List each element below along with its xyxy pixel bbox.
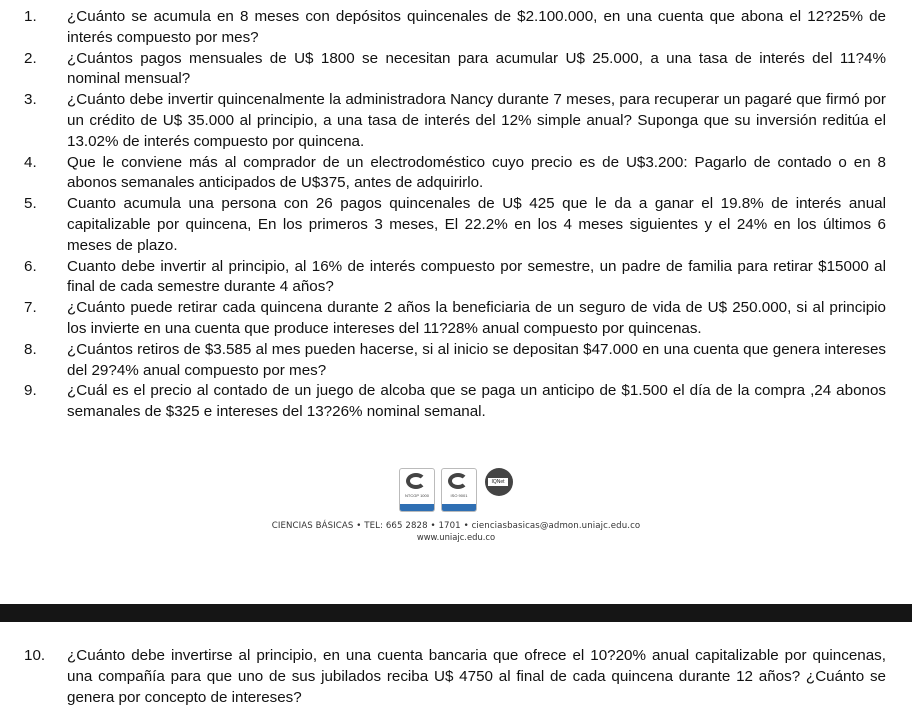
problem-item <box>0 7 912 49</box>
page-divider <box>0 604 912 622</box>
problem-list <box>0 7 912 423</box>
problem-number: 9. <box>24 382 37 400</box>
problem-item <box>0 381 912 423</box>
problem-text: ¿Cuánto se acumula en 8 meses con depósitos quincenales de $2.100.000, en una cuenta que abona el 12?25% de interés compuesto por mes? <box>67 8 886 46</box>
problem-item <box>0 646 912 708</box>
iqnet-logo-icon <box>485 468 513 496</box>
certification-seal-icon <box>399 468 435 512</box>
problem-number: 8. <box>24 340 37 358</box>
problem-item <box>0 340 912 382</box>
problem-text: Que le conviene más al comprador de un electrodoméstico cuyo precio es de U$3.200: Pagarlo de contado o en 8 abonos semanales anticipados de U$375, antes de adquirirlo. <box>67 153 886 192</box>
problem-number: 10. <box>24 647 46 664</box>
footer-website: www.uniajc.edu.co <box>416 532 496 542</box>
problem-item <box>0 257 912 299</box>
problem-list-page-2 <box>0 646 912 708</box>
problem-text: ¿Cuántos pagos mensuales de U$ 1800 se necesitan para acumular U$ 25.000, a una tasa de interés del 11?4% nominal mensual? <box>67 49 886 88</box>
problem-number: 2. <box>24 49 37 67</box>
page-footer <box>0 468 912 542</box>
problem-number: 3. <box>24 91 37 109</box>
problem-text: Cuanto acumula una persona con 26 pagos quincenales de U$ 425 que le da a ganar el 19.8% de interés anual capitalizable por quincena, En los primeros 3 meses, El 22.2% en los 4 meses siguientes y el 24% en los últimos 6 meses de plazo. <box>67 195 886 254</box>
iqnet-label: IQNet <box>488 478 508 486</box>
problem-item <box>0 90 912 152</box>
problem-number: 1. <box>24 8 37 25</box>
seal-caption: NTCGP 1000 <box>405 493 429 498</box>
problem-item <box>0 298 912 340</box>
seal-caption: ISO 9001 <box>450 493 468 498</box>
problem-number: 5. <box>24 195 37 213</box>
problem-item <box>0 194 912 256</box>
problem-text: ¿Cuánto puede retirar cada quincena durante 2 años la beneficiaria de un seguro de vida de U$ 250.000, si al principio los invierte en una cuenta que produce intereses del 11?28% anual compuesto por quincenas. <box>67 299 886 337</box>
problem-number: 4. <box>24 153 37 171</box>
certification-logos <box>0 468 912 512</box>
problem-text: Cuanto debe invertir al principio, al 16% de interés compuesto por semestre, un padre de familia para retirar $15000 al final de cada semestre durante 4 años? <box>67 257 886 296</box>
problem-text: ¿Cuántos retiros de $3.585 al mes pueden hacerse, si al inicio se depositan $47.000 en una cuenta que genera intereses del 29?4% anual compuesto por mes? <box>67 340 886 379</box>
problem-number: 7. <box>24 299 37 317</box>
problem-number: 6. <box>24 257 37 275</box>
certification-seal-icon <box>441 468 477 512</box>
problem-item <box>0 49 912 91</box>
footer-contact: CIENCIAS BÁSICAS • TEL: 665 2828 • 1701 • cienciasbasicas@admon.uniajc.edu.co <box>271 521 641 531</box>
problem-item <box>0 153 912 195</box>
problem-text: ¿Cuánto debe invertirse al principio, en una cuenta bancaria que ofrece el 10?20% anual capitalizable por quincenas, una compañía para que uno de sus jubilados reciba U$ 4750 al final de cada quincena durante 12 años? ¿Cuánto se genera por concepto de intereses? <box>67 647 886 706</box>
problem-text: ¿Cuál es el precio al contado de un juego de alcoba que se paga un anticipo de $1.500 el día de la compra ,24 abonos semanales de $325 e intereses del 13?26% nominal semanal. <box>67 382 886 421</box>
problem-text: ¿Cuánto debe invertir quincenalmente la administradora Nancy durante 7 meses, para recuperar un pagaré que firmó por un crédito de U$ 35.000 al principio, a una tasa de interés del 12% simple anual? Suponga que su inversión reditúa el 13.02% de interés compuesto por quincena. <box>67 91 886 150</box>
